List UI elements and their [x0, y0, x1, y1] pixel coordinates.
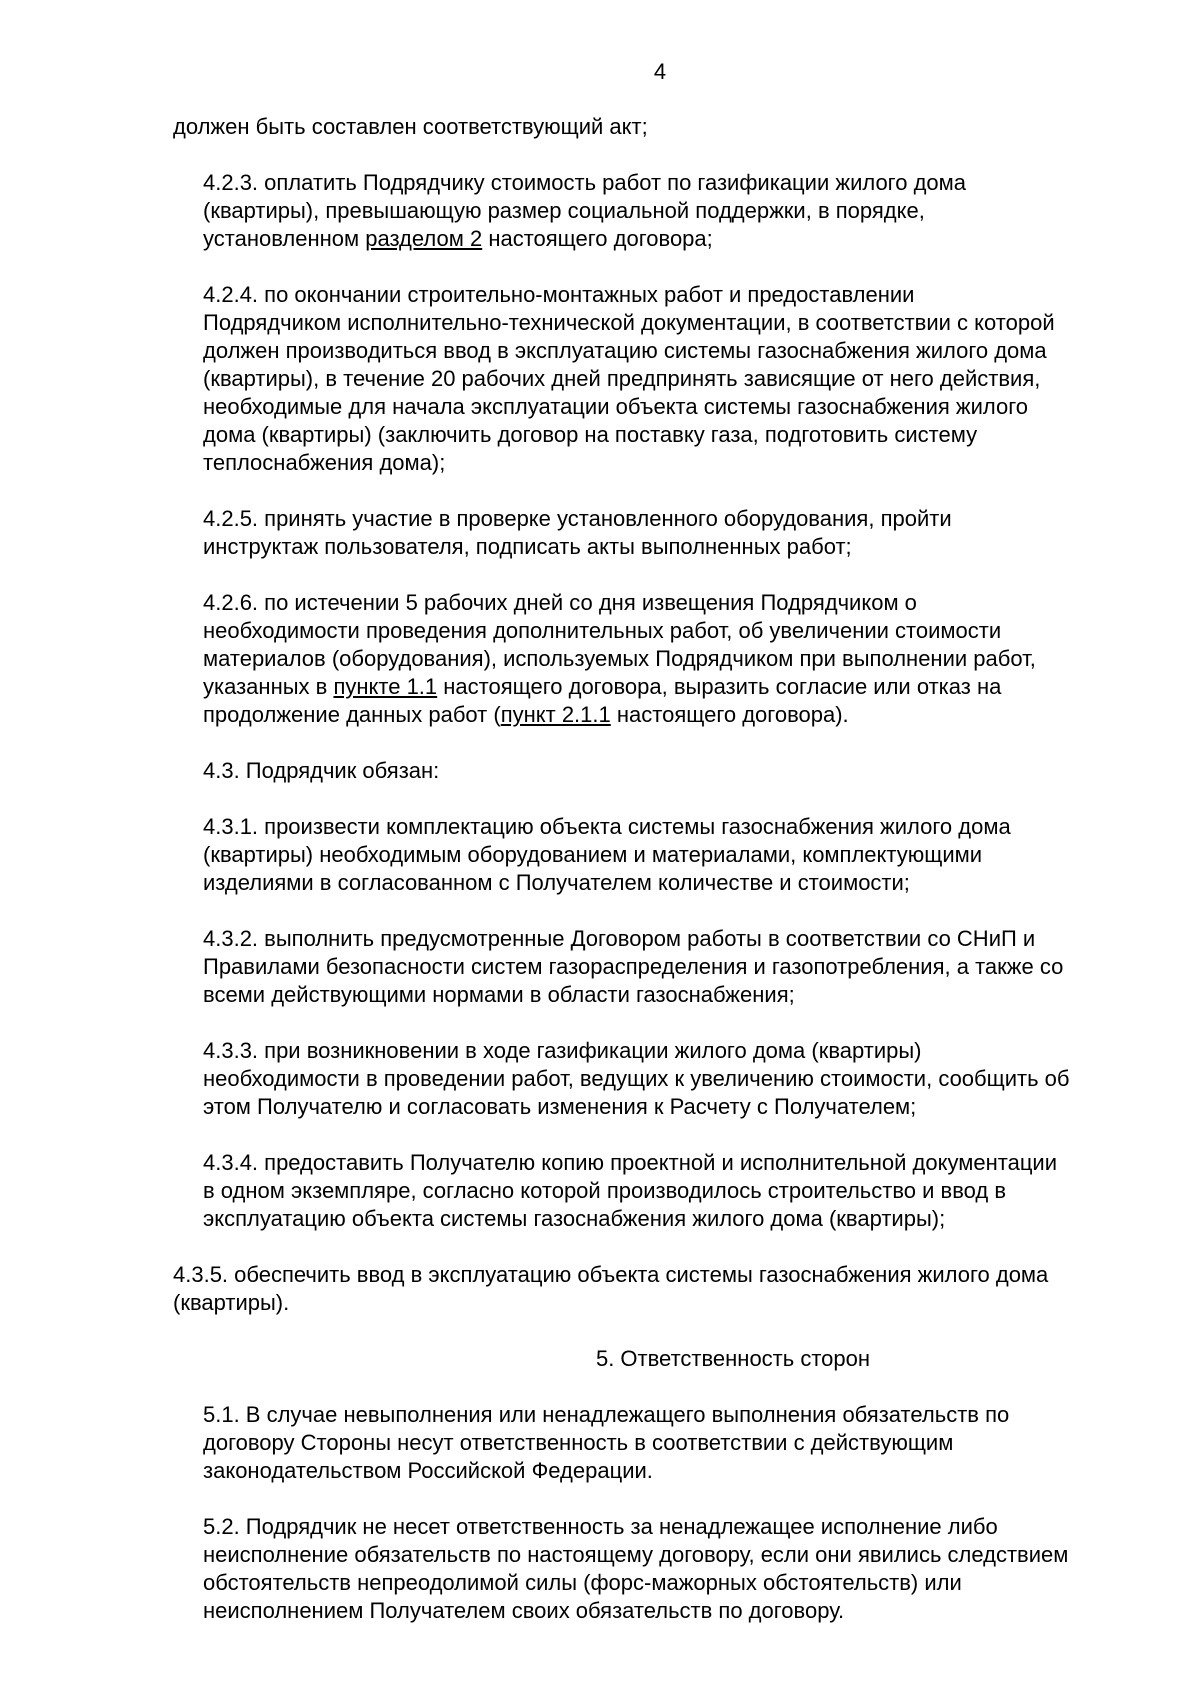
text-line [173, 393, 1163, 421]
text-segment: Подрядчиком исполнительно-технической документации, в соответствии с которой [203, 310, 1055, 335]
text-segment: в одном экземпляре, согласно которой производилось строительство и ввод в [203, 1178, 1007, 1203]
text-segment: 5.1. В случае невыполнения или ненадлежащего выполнения обязательств по [203, 1402, 1010, 1427]
text-segment: обстоятельств непреодолимой силы (форс-мажорных обстоятельств) или [203, 1570, 962, 1595]
text-segment: материалов (оборудования), используемых Подрядчиком при выполнении работ, [203, 646, 1036, 671]
text-segment: 5.2. Подрядчик не несет ответственность за ненадлежащее исполнение либо [203, 1514, 998, 1539]
text-line [173, 1597, 1163, 1625]
text-line [173, 449, 1163, 477]
paragraph-p-4-3-5 [173, 1261, 1163, 1317]
paragraph-p-4-3 [173, 757, 1163, 785]
text-segment: (квартиры), превышающую размер социальной поддержки, в порядке, [203, 198, 925, 223]
text-line [173, 505, 1163, 533]
text-segment: этом Получателю и согласовать изменения к Расчету с Получателем; [203, 1094, 917, 1119]
section-heading [173, 1345, 1163, 1373]
text-segment: 4.2.5. принять участие в проверке установленного оборудования, пройти [203, 506, 952, 531]
text-segment: 4.3. Подрядчик обязан: [203, 758, 440, 783]
text-line [173, 617, 1163, 645]
text-line [173, 813, 1163, 841]
text-segment: необходимые для начала эксплуатации объекта системы газоснабжения жилого [203, 394, 1028, 419]
paragraph-p-4-3-2 [173, 925, 1163, 1009]
text-line [173, 1457, 1163, 1485]
text-segment: Правилами безопасности систем газораспределения и газопотребления, а также со [203, 954, 1064, 979]
paragraph-p-cont [173, 113, 1163, 141]
paragraph-p-4-2-5 [173, 505, 1163, 561]
text-line [173, 1177, 1163, 1205]
text-segment: 5. Ответственность сторон [595, 1346, 871, 1371]
text-line [173, 1513, 1163, 1541]
text-segment: должен производиться ввод в эксплуатацию системы газоснабжения жилого дома [203, 338, 1047, 363]
text-segment: 4.2.4. по окончании строительно-монтажных работ и предоставлении [203, 282, 915, 307]
text-segment: (квартиры), в течение 20 рабочих дней предпринять зависящие от него действия, [203, 366, 1041, 391]
text-line [173, 953, 1163, 981]
text-line [303, 1345, 1163, 1373]
text-segment: указанных в [203, 674, 334, 699]
paragraph-p-5-1 [173, 1401, 1163, 1485]
text-segment: (квартиры) необходимым оборудованием и материалами, комплектующими [203, 842, 983, 867]
text-line [173, 309, 1163, 337]
text-segment: всеми действующими нормами в области газоснабжения; [203, 982, 795, 1007]
text-segment: 4.3.3. при возникновении в ходе газификации жилого дома (квартиры) [203, 1038, 922, 1063]
text-segment: 4.2.6. по истечении 5 рабочих дней со дня извещения Подрядчиком о [203, 590, 917, 615]
text-segment: 4.3.4. предоставить Получателю копию проектной и исполнительной документации [203, 1150, 1057, 1175]
text-line [173, 1261, 1163, 1289]
text-segment: необходимости в проведении работ, ведущих к увеличению стоимости, сообщить об [203, 1066, 1070, 1091]
text-line [173, 1205, 1163, 1233]
reference-link: пункте 1.1 [333, 674, 438, 699]
text-line [173, 673, 1163, 701]
text-line [173, 1037, 1163, 1065]
text-line [173, 869, 1163, 897]
text-segment: настоящего договора). [610, 702, 849, 727]
text-line [173, 925, 1163, 953]
text-segment: должен быть составлен соответствующий акт; [173, 114, 648, 139]
text-line [173, 365, 1163, 393]
text-line [173, 533, 1163, 561]
text-line [173, 1065, 1163, 1093]
text-line [173, 701, 1163, 729]
text-segment: 4.2.3. оплатить Подрядчику стоимость работ по газификации жилого дома [203, 170, 966, 195]
text-line [173, 1429, 1163, 1457]
reference-link: пункт 2.1.1 [500, 702, 611, 727]
paragraph-p-4-2-4 [173, 281, 1163, 477]
text-line [173, 757, 1163, 785]
text-line [173, 225, 1163, 253]
text-line [173, 1401, 1163, 1429]
text-segment: 4.3.1. произвести комплектацию объекта системы газоснабжения жилого дома [203, 814, 1011, 839]
paragraph-p-4-2-3 [173, 169, 1163, 253]
text-segment: инструктаж пользователя, подписать акты выполненных работ; [203, 534, 852, 559]
text-line [173, 589, 1163, 617]
text-segment: неисполнение обязательств по настоящему договору, если они явились следствием [203, 1542, 1069, 1567]
text-segment: настоящего договора, выразить согласие или отказ на [437, 674, 1002, 699]
text-segment: эксплуатацию объекта системы газоснабжения жилого дома (квартиры); [203, 1206, 946, 1231]
text-line [173, 841, 1163, 869]
text-line [173, 1289, 1163, 1317]
page-number: 4 [653, 59, 667, 84]
text-line [173, 421, 1163, 449]
text-line [173, 113, 1163, 141]
text-segment: продолжение данных работ ( [203, 702, 501, 727]
text-segment: неисполнением Получателем своих обязательств по договору. [203, 1598, 845, 1623]
text-line [173, 197, 1163, 225]
text-line [173, 645, 1163, 673]
paragraph-p-5-2 [173, 1513, 1163, 1625]
reference-link: разделом 2 [365, 226, 483, 251]
text-line [173, 1149, 1163, 1177]
text-segment: законодательством Российской Федерации. [203, 1458, 653, 1483]
text-segment: дома (квартиры) (заключить договор на поставку газа, подготовить систему [203, 422, 978, 447]
text-line [173, 337, 1163, 365]
text-line [173, 169, 1163, 197]
document-body [173, 113, 1163, 1653]
text-line [173, 1541, 1163, 1569]
paragraph-p-4-3-1 [173, 813, 1163, 897]
paragraph-p-4-3-4 [173, 1149, 1163, 1233]
paragraph-p-4-3-3 [173, 1037, 1163, 1121]
text-line [173, 1093, 1163, 1121]
text-segment: изделиями в согласованном с Получателем количестве и стоимости; [203, 870, 910, 895]
text-segment: (квартиры). [173, 1290, 290, 1315]
paragraph-p-4-2-6 [173, 589, 1163, 729]
text-line [173, 981, 1163, 1009]
text-segment: установленном [203, 226, 366, 251]
text-segment: необходимости проведения дополнительных работ, об увеличении стоимости [203, 618, 1002, 643]
text-line [173, 281, 1163, 309]
text-line [173, 1569, 1163, 1597]
text-segment: настоящего договора; [482, 226, 713, 251]
text-segment: теплоснабжения дома); [203, 450, 446, 475]
text-segment: договору Стороны несут ответственность в соответствии с действующим [203, 1430, 954, 1455]
text-segment: 4.3.5. обеспечить ввод в эксплуатацию объекта системы газоснабжения жилого дома [173, 1262, 1049, 1287]
text-segment: 4.3.2. выполнить предусмотренные Договором работы в соответствии со СНиП и [203, 926, 1036, 951]
